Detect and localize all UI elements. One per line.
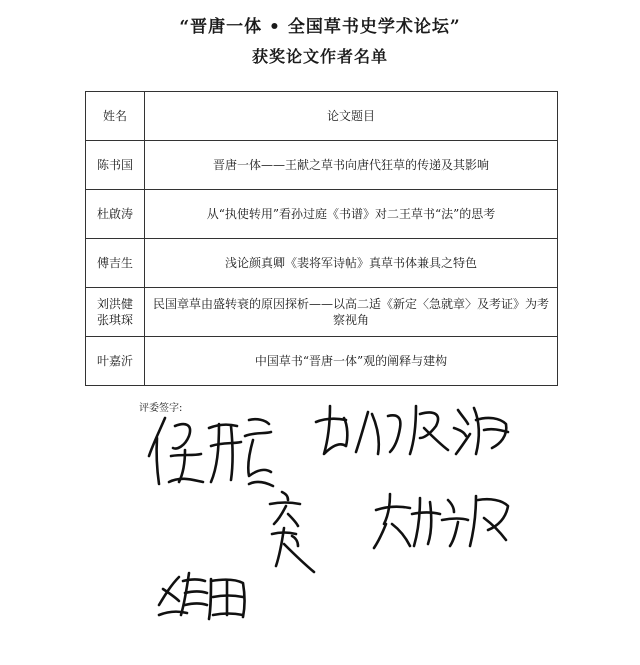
handwritten-signature-4 (372, 488, 512, 550)
handwritten-signature-1 (145, 410, 275, 490)
column-header-name: 姓名 (86, 92, 145, 141)
paper-title-cell: 中国草书“晋唐一体”观的阐释与建构 (145, 337, 558, 386)
table-row (86, 239, 558, 288)
award-table (85, 91, 558, 386)
author-name-cell: 刘洪健 张琪琛 (86, 288, 145, 337)
table-row (86, 190, 558, 239)
author-name-cell: 杜啟涛 (86, 190, 145, 239)
handwritten-signature-2 (312, 398, 517, 458)
judges-signature-label: 评委签字: (139, 403, 183, 414)
paper-title-cell: 浅论颜真卿《裴将军诗帖》真草书体兼具之特色 (145, 239, 558, 288)
document-subtitle: 获奖论文作者名单 (251, 47, 388, 66)
paper-title-cell: 从“执使转用”看孙过庭《书谱》对二王草书“法”的思考 (145, 190, 558, 239)
column-header-title: 论文题目 (145, 92, 558, 141)
table-header-row (86, 92, 558, 141)
author-name-cell: 叶嘉沂 (86, 337, 145, 386)
paper-title-cell: 晋唐一体——王献之草书向唐代狂草的传递及其影响 (145, 141, 558, 190)
document-title: “晋唐一体 • 全国草书史学术论坛” (179, 17, 461, 37)
handwritten-signature-3 (262, 488, 322, 578)
handwritten-signature-5 (155, 565, 250, 623)
table-row (86, 337, 558, 386)
table-row (86, 141, 558, 190)
table-row (86, 288, 558, 337)
paper-title-cell: 民国章草由盛转衰的原因探析——以高二适《新定〈急就章〉及考证》为考察视角 (145, 288, 558, 337)
author-name-cell: 陈书国 (86, 141, 145, 190)
author-name-cell: 傅吉生 (86, 239, 145, 288)
